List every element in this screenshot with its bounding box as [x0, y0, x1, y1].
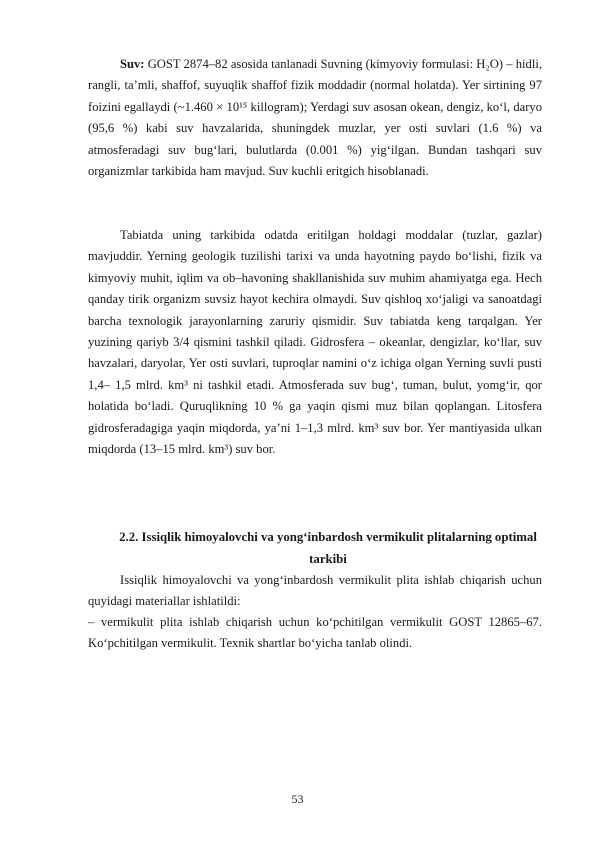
paragraph-materials-intro: Issiqlik himoyalovchi va yong‘inbardosh vermikulit plita ishlab chiqarish uchun quyidagi materiallar ishlatildi:: [88, 573, 542, 609]
paragraph-text: GOST 2874–82 asosida tanlanadi Suvning (kimyoviy formulasi: H₂O) – hidli, rangli, taʼmli, shaffof, suyuqlik shaffof fizik moddadir (normal holatda). Yer sirtining 97 foizini egallaydi (~1.460 × 10¹⁵ killogram); Yerdagi suv asosan okean, dengiz, ko‘l, daryo (95,6 %) kabi suv havzalarida, shuningdek muzlar, yer osti suvlari (1.6 %) va atmosferadagi suv bug‘lari, bulutlarda (0.001 %) yig‘ilgan. Bundan tashqari suv organizmlar tarkibida ham mavjud. Suv kuchli eritgich hisoblanadi.: [88, 57, 542, 179]
paragraph-water-definition: [88, 54, 542, 182]
section-heading: 2.2. Issiqlik himoyalovchi va yong‘inbardosh vermikulit plitalarning optimal tarkibi: [119, 530, 537, 566]
paragraph-water-nature: Tabiatda uning tarkibida odatda eritilgan holdagi moddalar (tuzlar, gazlar) mavjuddir. Yerning geologik tuzilishi tarixi va unda hayotning paydo bo‘lishi, fizik va kimyoviy muhit, iqlim va ob–havoning shakllanishida suv muhim ahamiyatga ega. Hech qanday tirik organizm suvsiz hayot kechira olmaydi. Suv qishloq xo‘jaligi va sanoatdagi barcha texnologik jarayonlarning zaruriy qismidir. Suv tabiatda keng tarqalgan. Yer yuzining qariyb 3/4 qismini tashkil qiladi. Gidrosfera – okeanlar, dengizlar, ko‘llar, suv havzalari, daryolar, Yer osti suvlari, tuproqlar namini o‘z ichiga olgan Yerning suvli pusti 1,4– 1,5 mlrd. km³ ni tashkil etadi. Atmosferada suv bug‘, tuman, bulut, yomg‘ir, qor holatida bo‘ladi. Quruqlikning 10 % ga yaqin qismi muz bilan qoplangan. Litosfera gidrosferadagiga yaqin miqdorda, yaʼni 1–1,3 mlrd. km³ suv bor. Yer mantiyasida ulkan miqdorda (13–15 mlrd. km³) suv bor.: [88, 228, 542, 457]
page-number: 53: [291, 792, 304, 806]
paragraph-vermiculite-item: – vermikulit plita ishlab chiqarish uchun ko‘pchitilgan vermikulit GOST 12865–67. Ko‘pchitilgan vermikulit. Texnik shartlar bo‘yicha tanlab olindi.: [88, 615, 542, 651]
term-label: Suv:: [120, 57, 145, 71]
